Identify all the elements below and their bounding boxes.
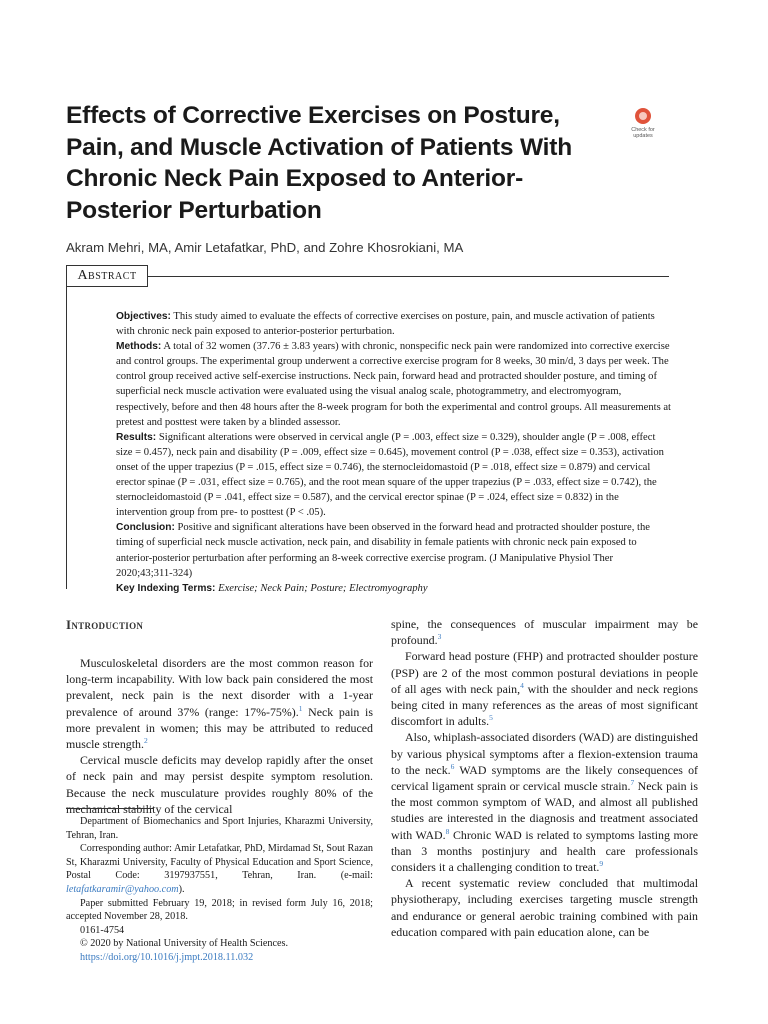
keywords-label: Key Indexing Terms:: [116, 582, 216, 594]
abstract-methods: [116, 339, 671, 430]
right-column-text: [391, 616, 698, 940]
right-paragraph-3: [391, 729, 698, 875]
paragraph-text: Chronic WAD is related to symptoms lasting more than 3 months postinjury and health care professionals considers it a challenging condition to treat.: [391, 827, 698, 875]
abstract-results: [116, 430, 671, 521]
paragraph-text: Also, whiplash-associated disorders (WAD) are distinguished by various physical symptoms after a flexion-extension trauma to the neck.: [391, 730, 698, 777]
abstract-conclusion: [116, 520, 671, 580]
reference-link-2[interactable]: 2: [143, 736, 148, 746]
doi-link[interactable]: https://doi.org/10.1016/j.jmpt.2018.11.032: [80, 951, 254, 963]
reference-link-8[interactable]: 8: [445, 826, 450, 836]
conclusion-text: Positive and significant alterations have been observed in the forward head and protracted shoulder posture, the timing of superficial neck muscle activation, neck pain, and disability in female patients with chronic neck pain exposed to anterior-posterior perturbation after performing an 8-week corrective exercise program. (J Manipulative Physiol Ther 2020;43;311-324): [116, 522, 650, 579]
check-for-updates-badge[interactable]: [630, 108, 656, 148]
corresponding-text: Corresponding author: Amir Letafatkar, PhD, Mirdamad St, Sout Razan St, Kharazmi University, Faculty of Physical Education and Sport Science, Postal Code: 3197937551, Tehran, Iran. (e-mail:: [66, 843, 373, 882]
keywords-text: Exercise; Neck Pain; Posture; Electromyography: [218, 582, 428, 594]
reference-link-5[interactable]: 5: [489, 713, 493, 723]
reference-link-7[interactable]: 7: [630, 778, 635, 788]
paragraph-text: with the shoulder and neck regions being cited in many references as the areas of most significant discomfort in adults.: [391, 681, 699, 729]
objectives-label: Objectives:: [116, 311, 171, 322]
methods-label: Methods:: [116, 341, 162, 353]
abstract-heading: Abstract: [66, 265, 148, 287]
footnote-divider: [66, 808, 154, 809]
paragraph-text: Neck pain is more prevalent in women; this may be attributed to reduced muscle strength.: [66, 704, 373, 752]
results-text: Significant alterations were observed in cervical angle (P = .003, effect size = 0.329), shoulder angle (P = .008, effect size = 0.457), neck pain and disability (P = .009, effect size = 0.645), movement control (P = .038, effect size = 0.353), activation onset of the upper trapezius (P = .015, effect size = 0.746), the sternocleidomastoid (P = .018, effect size = 0.879) and cervical erector spinae (P = .031, effect size = 0.765), and the root mean square of the upper trapezius (P = .033, effect size = 0.742), the sternocleidomastoid (P = .041, effect size = 0.587), and the cervical erector spinae (P = .024, effect size = 0.832) in the intervention group from pre- to posttest (P < .05).: [116, 431, 664, 519]
intro-paragraph-2: Cervical muscle deficits may develop rapidly after the onset of neck pain and may persist despite symptom resolution. Because the neck musculature provides roughly 80% of the mechanical stability of the cervical: [66, 753, 373, 816]
paragraph-text: spine, the consequences of muscular impairment may be profound.: [391, 617, 698, 648]
methods-text: A total of 32 women (37.76 ± 3.83 years) with chronic, nonspecific neck pain were randomized into corrective exercise and control groups. The experimental group underwent a corrective exercise program for 8 weeks, 30 min/d, 3 days per week. The control group received active self-exercise instructions. Neck pain, forward head and protracted shoulder posture, and timing of superficial neck muscle activation were evaluated using the visual analog scale, photogrammetry, and electromyogram, respectively, before and then 48 hours after the 8-week program for both the experimental and control groups. All measurements at pretest and posttest were taken by a blinded assessor.: [116, 341, 672, 428]
intro-paragraph-1: [66, 655, 373, 752]
abstract-body: [116, 309, 671, 596]
paragraph-text: Forward head posture (FHP) and protracted shoulder posture (PSP) are 2 of the most common postural deviations in people of all ages with neck pain,: [391, 649, 698, 696]
introduction-heading: Introduction: [66, 617, 144, 632]
author-list: Akram Mehri, MA, Amir Letafatkar, PhD, and Zohre Khosrokiani, MA: [66, 240, 464, 255]
right-paragraph-1: [391, 616, 698, 648]
corresponding-author-note: [66, 842, 373, 896]
abstract-keywords: [116, 581, 671, 596]
check-for-updates-label: Check for updates: [631, 127, 655, 139]
paragraph-text: WAD symptoms are the likely consequences of cervical ligament sprain or cervical muscle strain.: [391, 762, 698, 794]
reference-link-3[interactable]: 3: [437, 632, 442, 642]
abstract-objectives: [116, 309, 671, 339]
email-link[interactable]: letafatkaramir@yahoo.com: [66, 883, 179, 895]
crossmark-icon: [635, 108, 651, 124]
reference-link-4[interactable]: 4: [520, 680, 524, 690]
abstract-side-rule: [66, 287, 67, 589]
objectives-text: This study aimed to evaluate the effects of corrective exercises on posture, pain, and muscle activation of patients with chronic neck pain exposed to anterior-posterior perturbation.: [116, 311, 655, 338]
conclusion-label: Conclusion:: [116, 522, 175, 534]
paragraph-text: Neck pain is the most common symptom of WAD, and almost all published studies are interested in the diagnosis and treatment associated with WAD.: [391, 779, 698, 842]
right-paragraph-2: [391, 648, 698, 729]
abstract-divider: [148, 276, 669, 277]
copyright: © 2020 by National University of Health Sciences.: [80, 938, 289, 950]
issn: 0161-4754: [80, 924, 125, 936]
submission-dates: Paper submitted February 19, 2018; in revised form July 16, 2018; accepted November 28, 2018.: [66, 897, 373, 923]
reference-link-9[interactable]: 9: [599, 859, 604, 869]
results-label: Results:: [116, 431, 157, 443]
footnotes: [66, 815, 373, 965]
article-title: Effects of Corrective Exercises on Posture, Pain, and Muscle Activation of Patients With Chronic Neck Pain Exposed to Anterior-Posterior Perturbation: [66, 102, 572, 224]
paragraph-text: Musculoskeletal disorders are the most common reason for long-term incapability. With low back pain considered the most prevalent, neck pain is the next disorder with a 1-year prevalence of around 37% (range: 17%-75%).: [66, 656, 373, 719]
right-paragraph-4: A recent systematic review concluded that multimodal physiotherapy, including exercises targeting muscle strength and endurance or general aerobic training combined with pain education compared with pain education alone, can be: [391, 876, 698, 939]
corresponding-end: ).: [178, 883, 185, 895]
reference-link-6[interactable]: 6: [450, 761, 455, 771]
reference-link-1[interactable]: 1: [298, 703, 303, 713]
affiliation-note: Department of Biomechanics and Sport Injuries, Kharazmi University, Tehran, Iran.: [66, 816, 373, 841]
left-column-text: [66, 655, 373, 817]
